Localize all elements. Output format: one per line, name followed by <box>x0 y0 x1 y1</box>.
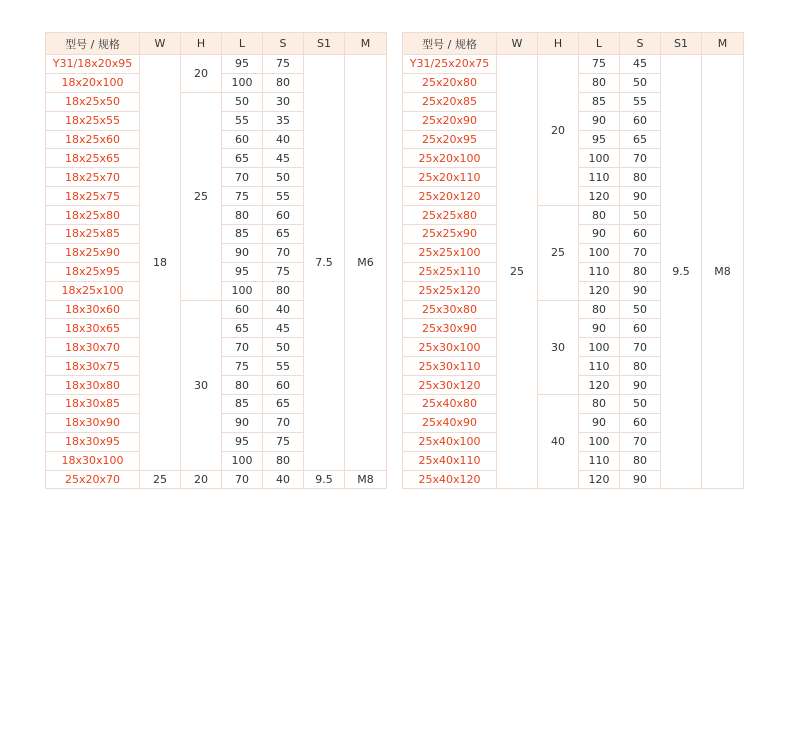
header-model: 型号 / 规格 <box>403 33 497 55</box>
model-cell: 18x20x100 <box>46 73 140 92</box>
l-cell: 65 <box>222 149 263 168</box>
s1-cell: 9.5 <box>304 470 345 489</box>
model-cell: 18x25x95 <box>46 262 140 281</box>
header-s: S <box>263 33 304 55</box>
model-cell: 25x20x85 <box>403 92 497 111</box>
l-cell: 100 <box>222 451 263 470</box>
l-cell: 80 <box>222 376 263 395</box>
header-row <box>403 33 744 55</box>
m-cell: M8 <box>345 470 387 489</box>
l-cell: 50 <box>222 92 263 111</box>
model-cell: Y31/18x20x95 <box>46 55 140 74</box>
header-model: 型号 / 规格 <box>46 33 140 55</box>
s-cell: 50 <box>263 168 304 187</box>
l-cell: 95 <box>222 432 263 451</box>
h-cell: 20 <box>538 55 579 206</box>
s-cell: 50 <box>620 206 661 225</box>
s-cell: 60 <box>263 206 304 225</box>
l-cell: 120 <box>579 470 620 489</box>
l-cell: 80 <box>579 300 620 319</box>
s-cell: 45 <box>263 319 304 338</box>
s-cell: 60 <box>263 376 304 395</box>
s-cell: 70 <box>620 149 661 168</box>
s-cell: 65 <box>263 225 304 244</box>
model-cell: 18x25x85 <box>46 225 140 244</box>
l-cell: 80 <box>579 73 620 92</box>
header-m: M <box>345 33 387 55</box>
l-cell: 80 <box>222 206 263 225</box>
l-cell: 95 <box>222 55 263 74</box>
model-cell: 18x30x60 <box>46 300 140 319</box>
model-cell: 18x25x60 <box>46 130 140 149</box>
model-cell: 18x30x100 <box>46 451 140 470</box>
l-cell: 90 <box>579 319 620 338</box>
s-cell: 90 <box>620 376 661 395</box>
header-h: H <box>181 33 222 55</box>
s-cell: 55 <box>263 187 304 206</box>
model-cell: 18x25x70 <box>46 168 140 187</box>
l-cell: 70 <box>222 470 263 489</box>
model-cell: 25x20x90 <box>403 111 497 130</box>
model-cell: 25x30x120 <box>403 376 497 395</box>
s-cell: 80 <box>620 357 661 376</box>
l-cell: 75 <box>222 357 263 376</box>
s-cell: 60 <box>620 413 661 432</box>
s-cell: 55 <box>263 357 304 376</box>
l-cell: 85 <box>222 225 263 244</box>
model-cell: 18x25x100 <box>46 281 140 300</box>
h-cell: 40 <box>538 395 579 489</box>
s-cell: 40 <box>263 130 304 149</box>
model-cell: 25x20x110 <box>403 168 497 187</box>
h-cell: 30 <box>538 300 579 394</box>
s-cell: 80 <box>620 168 661 187</box>
s-cell: 75 <box>263 432 304 451</box>
model-cell: 18x25x90 <box>46 243 140 262</box>
w-cell: 25 <box>140 470 181 489</box>
s-cell: 80 <box>263 73 304 92</box>
table-row <box>46 55 387 74</box>
l-cell: 80 <box>579 206 620 225</box>
l-cell: 90 <box>579 225 620 244</box>
model-cell: 25x20x120 <box>403 187 497 206</box>
model-cell: 18x25x55 <box>46 111 140 130</box>
header-s1: S1 <box>661 33 702 55</box>
model-cell: 25x25x80 <box>403 206 497 225</box>
l-cell: 75 <box>579 55 620 74</box>
l-cell: 100 <box>222 281 263 300</box>
s-cell: 70 <box>263 413 304 432</box>
w-cell: 18 <box>140 55 181 471</box>
s-cell: 70 <box>263 243 304 262</box>
table-row <box>46 470 387 489</box>
header-s1: S1 <box>304 33 345 55</box>
l-cell: 120 <box>579 187 620 206</box>
header-row <box>46 33 387 55</box>
header-w: W <box>140 33 181 55</box>
model-cell: 18x25x65 <box>46 149 140 168</box>
h-cell: 20 <box>181 55 222 93</box>
model-cell: 25x30x90 <box>403 319 497 338</box>
model-cell: 25x40x90 <box>403 413 497 432</box>
l-cell: 95 <box>579 130 620 149</box>
header-s: S <box>620 33 661 55</box>
s-cell: 60 <box>620 319 661 338</box>
l-cell: 90 <box>222 243 263 262</box>
model-cell: 25x25x90 <box>403 225 497 244</box>
model-cell: 25x30x100 <box>403 338 497 357</box>
s-cell: 50 <box>620 395 661 414</box>
model-cell: 25x30x110 <box>403 357 497 376</box>
s-cell: 80 <box>620 451 661 470</box>
l-cell: 60 <box>222 130 263 149</box>
s-cell: 40 <box>263 300 304 319</box>
l-cell: 120 <box>579 376 620 395</box>
model-cell: 25x40x80 <box>403 395 497 414</box>
s-cell: 80 <box>263 451 304 470</box>
model-cell: 25x20x70 <box>46 470 140 489</box>
s-cell: 45 <box>263 149 304 168</box>
s-cell: 60 <box>620 225 661 244</box>
model-cell: Y31/25x20x75 <box>403 55 497 74</box>
l-cell: 75 <box>222 187 263 206</box>
s-cell: 55 <box>620 92 661 111</box>
s-cell: 75 <box>263 55 304 74</box>
s-cell: 35 <box>263 111 304 130</box>
spec-table-right <box>402 32 744 489</box>
l-cell: 110 <box>579 168 620 187</box>
s-cell: 45 <box>620 55 661 74</box>
l-cell: 90 <box>579 413 620 432</box>
model-cell: 25x25x110 <box>403 262 497 281</box>
s-cell: 75 <box>263 262 304 281</box>
l-cell: 70 <box>222 338 263 357</box>
model-cell: 18x25x80 <box>46 206 140 225</box>
l-cell: 60 <box>222 300 263 319</box>
spec-table-left <box>45 32 387 489</box>
h-cell: 20 <box>181 470 222 489</box>
s-cell: 65 <box>620 130 661 149</box>
s-cell: 90 <box>620 281 661 300</box>
s-cell: 70 <box>620 243 661 262</box>
s-cell: 90 <box>620 470 661 489</box>
l-cell: 85 <box>222 395 263 414</box>
s1-cell: 7.5 <box>304 55 345 471</box>
model-cell: 25x25x100 <box>403 243 497 262</box>
l-cell: 110 <box>579 262 620 281</box>
l-cell: 110 <box>579 357 620 376</box>
header-l: L <box>579 33 620 55</box>
l-cell: 90 <box>579 111 620 130</box>
model-cell: 25x30x80 <box>403 300 497 319</box>
s-cell: 50 <box>620 300 661 319</box>
model-cell: 18x30x80 <box>46 376 140 395</box>
model-cell: 18x30x65 <box>46 319 140 338</box>
l-cell: 110 <box>579 451 620 470</box>
h-cell: 30 <box>181 300 222 470</box>
s-cell: 70 <box>620 432 661 451</box>
s-cell: 40 <box>263 470 304 489</box>
header-h: H <box>538 33 579 55</box>
h-cell: 25 <box>538 206 579 300</box>
model-cell: 25x20x100 <box>403 149 497 168</box>
header-m: M <box>702 33 744 55</box>
l-cell: 95 <box>222 262 263 281</box>
l-cell: 120 <box>579 281 620 300</box>
s-cell: 80 <box>620 262 661 281</box>
s-cell: 90 <box>620 187 661 206</box>
l-cell: 55 <box>222 111 263 130</box>
model-cell: 25x25x120 <box>403 281 497 300</box>
s-cell: 30 <box>263 92 304 111</box>
s-cell: 70 <box>620 338 661 357</box>
table-row <box>403 55 744 74</box>
s-cell: 80 <box>263 281 304 300</box>
model-cell: 18x25x75 <box>46 187 140 206</box>
l-cell: 100 <box>579 432 620 451</box>
l-cell: 80 <box>579 395 620 414</box>
model-cell: 18x30x75 <box>46 357 140 376</box>
s1-cell: 9.5 <box>661 55 702 489</box>
m-cell: M6 <box>345 55 387 471</box>
model-cell: 25x20x95 <box>403 130 497 149</box>
model-cell: 18x30x95 <box>46 432 140 451</box>
s-cell: 50 <box>620 73 661 92</box>
l-cell: 65 <box>222 319 263 338</box>
model-cell: 18x25x50 <box>46 92 140 111</box>
h-cell: 25 <box>181 92 222 300</box>
m-cell: M8 <box>702 55 744 489</box>
model-cell: 25x40x120 <box>403 470 497 489</box>
l-cell: 85 <box>579 92 620 111</box>
header-w: W <box>497 33 538 55</box>
l-cell: 100 <box>579 243 620 262</box>
s-cell: 50 <box>263 338 304 357</box>
model-cell: 25x40x100 <box>403 432 497 451</box>
l-cell: 100 <box>222 73 263 92</box>
model-cell: 25x20x80 <box>403 73 497 92</box>
l-cell: 70 <box>222 168 263 187</box>
w-cell: 25 <box>497 55 538 489</box>
header-l: L <box>222 33 263 55</box>
s-cell: 65 <box>263 395 304 414</box>
model-cell: 18x30x85 <box>46 395 140 414</box>
s-cell: 60 <box>620 111 661 130</box>
model-cell: 18x30x70 <box>46 338 140 357</box>
model-cell: 25x40x110 <box>403 451 497 470</box>
l-cell: 90 <box>222 413 263 432</box>
l-cell: 100 <box>579 338 620 357</box>
model-cell: 18x30x90 <box>46 413 140 432</box>
l-cell: 100 <box>579 149 620 168</box>
